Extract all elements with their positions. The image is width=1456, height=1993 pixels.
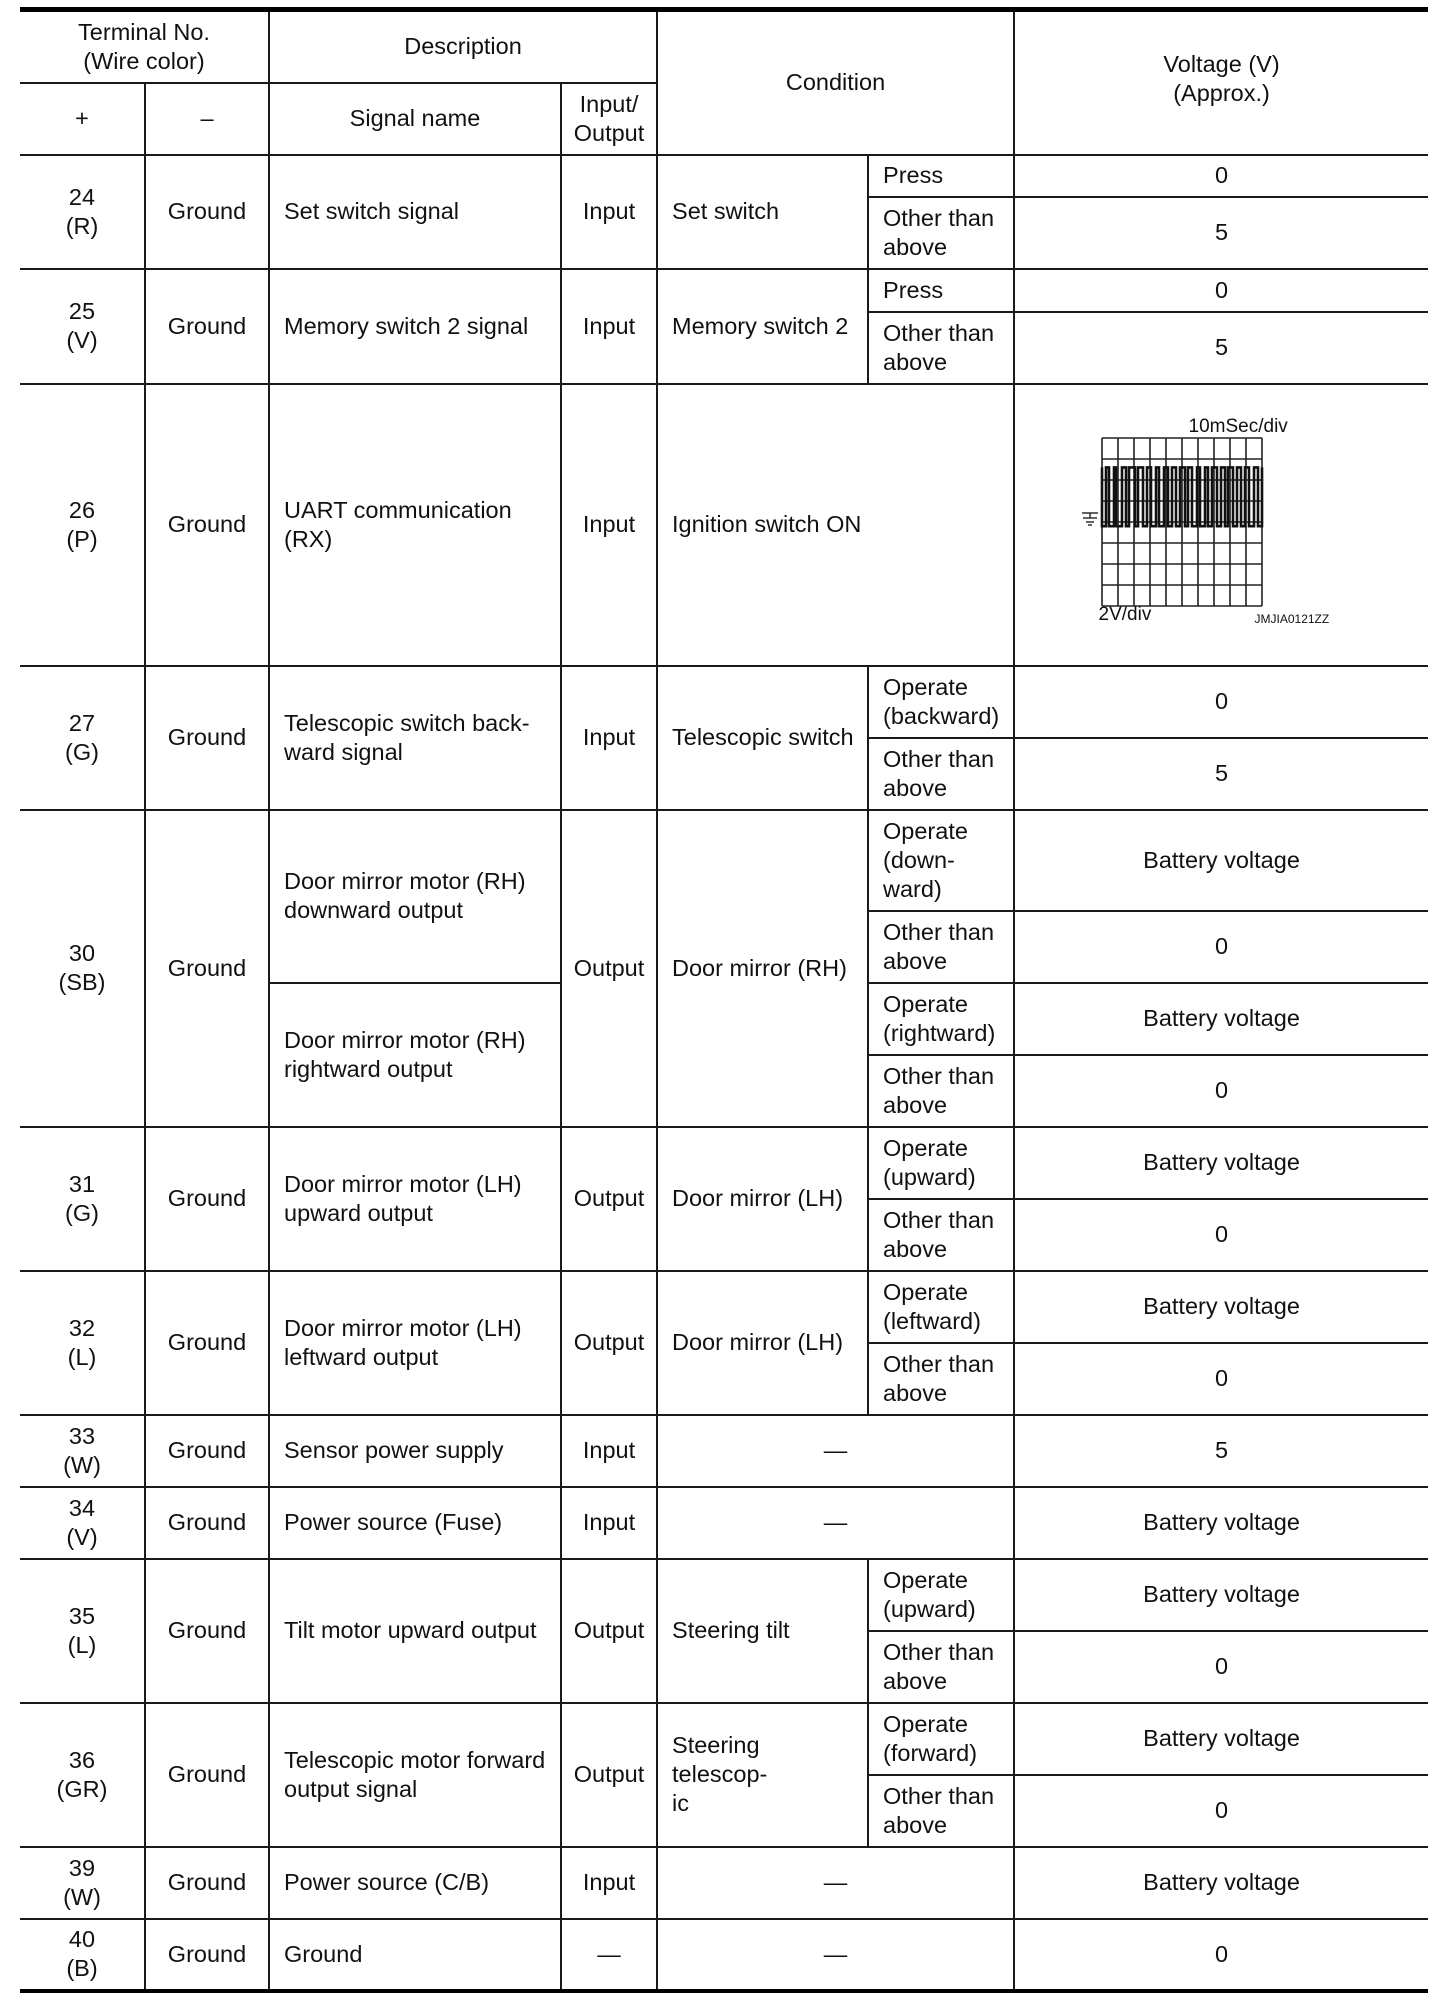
condition-state-cell: Other than above: [868, 1775, 1014, 1847]
io-cell: Input: [561, 1487, 657, 1559]
table-row: [20, 810, 1428, 911]
signal-name-cell: Power source (C/B): [269, 1847, 561, 1919]
table-row: [20, 1703, 1428, 1775]
table-row: [20, 666, 1428, 738]
table-row: [20, 1919, 1428, 1991]
condition-state-cell: Operate (backward): [868, 666, 1014, 738]
header-plus: +: [20, 83, 145, 155]
terminal-cell: 27 (G): [20, 666, 145, 810]
condition-cell: —: [657, 1487, 1014, 1559]
terminal-cell: 24 (R): [20, 155, 145, 269]
signal-name-cell: Tilt motor upward output: [269, 1559, 561, 1703]
io-cell: Output: [561, 1559, 657, 1703]
waveform-graph: [1077, 414, 1367, 636]
condition-cell: —: [657, 1415, 1014, 1487]
condition-cell: —: [657, 1847, 1014, 1919]
terminal-spec-sheet: [20, 7, 1428, 1993]
table-row: [20, 1415, 1428, 1487]
condition-state-cell: Operate (leftward): [868, 1271, 1014, 1343]
condition-state-cell: Other than above: [868, 197, 1014, 269]
header-voltage: Voltage (V) (Approx.): [1014, 10, 1428, 155]
signal-name-cell: Telescopic motor forward output signal: [269, 1703, 561, 1847]
header-description: Description: [269, 10, 657, 83]
io-cell: Output: [561, 810, 657, 1127]
condition-state-cell: Operate (down- ward): [868, 810, 1014, 911]
condition-state-cell: Press: [868, 155, 1014, 197]
header-terminal: Terminal No. (Wire color): [20, 10, 269, 83]
voltage-cell: Battery voltage: [1014, 1559, 1428, 1631]
ground-cell: Ground: [145, 810, 269, 1127]
ground-cell: Ground: [145, 1127, 269, 1271]
ground-cell: Ground: [145, 1559, 269, 1703]
ground-cell: Ground: [145, 1919, 269, 1991]
table-row: [20, 1847, 1428, 1919]
voltage-cell: Battery voltage: [1014, 1487, 1428, 1559]
condition-cell: Telescopic switch: [657, 666, 868, 810]
ground-cell: Ground: [145, 1703, 269, 1847]
voltage-cell: 5: [1014, 197, 1428, 269]
table-row: [20, 155, 1428, 197]
condition-state-cell: Operate (forward): [868, 1703, 1014, 1775]
condition-state-cell: Other than above: [868, 1343, 1014, 1415]
condition-state-cell: Press: [868, 269, 1014, 312]
terminal-cell: 31 (G): [20, 1127, 145, 1271]
condition-state-cell: Other than above: [868, 1199, 1014, 1271]
terminal-cell: 39 (W): [20, 1847, 145, 1919]
condition-state-cell: Other than above: [868, 312, 1014, 384]
condition-cell: —: [657, 1919, 1014, 1991]
voltage-cell: Battery voltage: [1014, 1127, 1428, 1199]
signal-name-cell: UART communication (RX): [269, 384, 561, 666]
table-row: [20, 1271, 1428, 1343]
terminal-cell: 34 (V): [20, 1487, 145, 1559]
condition-cell: Door mirror (LH): [657, 1127, 868, 1271]
signal-name-cell: Ground: [269, 1919, 561, 1991]
terminal-cell: 35 (L): [20, 1559, 145, 1703]
signal-name-cell: Door mirror motor (RH) rightward output: [269, 983, 561, 1127]
ground-cell: Ground: [145, 666, 269, 810]
voltage-cell: 0: [1014, 1775, 1428, 1847]
condition-cell: Memory switch 2: [657, 269, 868, 384]
header-input-output: Input/ Output: [561, 83, 657, 155]
io-cell: Input: [561, 269, 657, 384]
io-cell: —: [561, 1919, 657, 1991]
table-row: [20, 269, 1428, 312]
voltage-cell: 0: [1014, 1055, 1428, 1127]
voltage-cell: Battery voltage: [1014, 1271, 1428, 1343]
io-cell: Output: [561, 1127, 657, 1271]
voltage-cell: 5: [1014, 738, 1428, 810]
voltage-cell: 5: [1014, 1415, 1428, 1487]
time-division-label: 10mSec/div: [1188, 415, 1288, 437]
oscilloscope-waveform: [1077, 414, 1367, 636]
terminal-spec-table: [20, 7, 1428, 1993]
ground-cell: Ground: [145, 155, 269, 269]
table-row: [20, 1487, 1428, 1559]
signal-name-cell: Power source (Fuse): [269, 1487, 561, 1559]
io-cell: Output: [561, 1271, 657, 1415]
figure-code-label: JMJIA0121ZZ: [1254, 611, 1330, 626]
voltage-division-label: 2V/div: [1098, 603, 1152, 625]
terminal-cell: 30 (SB): [20, 810, 145, 1127]
condition-cell: Set switch: [657, 155, 868, 269]
ground-cell: Ground: [145, 1487, 269, 1559]
voltage-cell: Battery voltage: [1014, 810, 1428, 911]
signal-name-cell: Memory switch 2 signal: [269, 269, 561, 384]
terminal-cell: 36 (GR): [20, 1703, 145, 1847]
signal-name-cell: Door mirror motor (RH) downward output: [269, 810, 561, 983]
condition-state-cell: Other than above: [868, 1055, 1014, 1127]
table-row: [20, 384, 1428, 666]
condition-cell: Door mirror (LH): [657, 1271, 868, 1415]
terminal-cell: 32 (L): [20, 1271, 145, 1415]
ground-cell: Ground: [145, 269, 269, 384]
io-cell: Input: [561, 666, 657, 810]
io-cell: Input: [561, 384, 657, 666]
condition-cell: Steering telescop- ic: [657, 1703, 868, 1847]
ground-cell: Ground: [145, 1847, 269, 1919]
voltage-cell: Battery voltage: [1014, 1847, 1428, 1919]
voltage-cell: 0: [1014, 1199, 1428, 1271]
terminal-cell: 26 (P): [20, 384, 145, 666]
condition-cell: Door mirror (RH): [657, 810, 868, 1127]
voltage-cell: 0: [1014, 1631, 1428, 1703]
condition-state-cell: Other than above: [868, 911, 1014, 983]
signal-name-cell: Telescopic switch back- ward signal: [269, 666, 561, 810]
voltage-cell: 0: [1014, 1919, 1428, 1991]
terminal-cell: 25 (V): [20, 269, 145, 384]
terminal-cell: 33 (W): [20, 1415, 145, 1487]
io-cell: Output: [561, 1703, 657, 1847]
condition-state-cell: Operate (upward): [868, 1559, 1014, 1631]
io-cell: Input: [561, 155, 657, 269]
terminal-cell: 40 (B): [20, 1919, 145, 1991]
signal-name-cell: Door mirror motor (LH) upward output: [269, 1127, 561, 1271]
voltage-cell: 5: [1014, 312, 1428, 384]
table-row: [20, 1127, 1428, 1199]
ground-cell: Ground: [145, 1271, 269, 1415]
table-row: [20, 1559, 1428, 1631]
signal-name-cell: Sensor power supply: [269, 1415, 561, 1487]
condition-state-cell: Other than above: [868, 1631, 1014, 1703]
ground-cell: Ground: [145, 384, 269, 666]
voltage-cell: 0: [1014, 1343, 1428, 1415]
voltage-cell: 0: [1014, 666, 1428, 738]
signal-name-cell: Door mirror motor (LH) leftward output: [269, 1271, 561, 1415]
header-minus: –: [145, 83, 269, 155]
voltage-cell: 0: [1014, 155, 1428, 197]
voltage-cell: Battery voltage: [1014, 983, 1428, 1055]
ground-cell: Ground: [145, 1415, 269, 1487]
waveform-cell: [1014, 384, 1428, 666]
voltage-cell: Battery voltage: [1014, 1703, 1428, 1775]
voltage-cell: 0: [1014, 269, 1428, 312]
condition-state-cell: Other than above: [868, 738, 1014, 810]
condition-state-cell: Operate (rightward): [868, 983, 1014, 1055]
io-cell: Input: [561, 1415, 657, 1487]
signal-name-cell: Set switch signal: [269, 155, 561, 269]
condition-cell: Steering tilt: [657, 1559, 868, 1703]
condition-state-cell: Operate (upward): [868, 1127, 1014, 1199]
condition-cell: Ignition switch ON: [657, 384, 1014, 666]
io-cell: Input: [561, 1847, 657, 1919]
header-signal-name: Signal name: [269, 83, 561, 155]
voltage-cell: 0: [1014, 911, 1428, 983]
header-condition: Condition: [657, 10, 1014, 155]
